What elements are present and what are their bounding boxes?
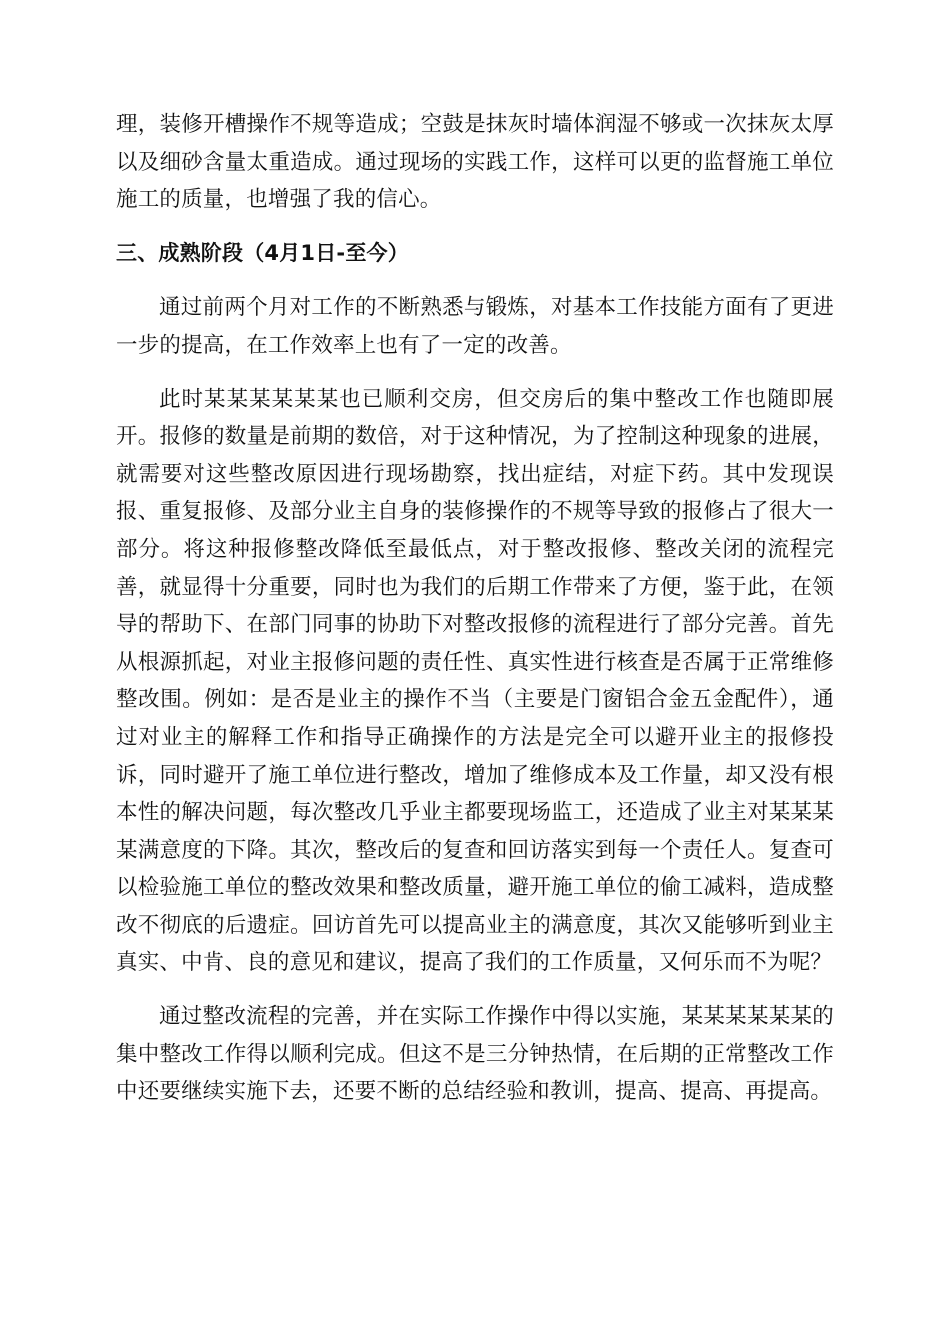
paragraph-2: 此时某某某某某某也已顺利交房，但交房后的集中整改工作也随即展开。报修的数量是前期的数倍，对于这种情况，为了控制这种现象的进展，就需要对这些整改原因进行现场勘察，找出症结，对症下药。其中发现误报、重复报修、及部分业主自身的装修操作的不规等导致的报修占了很大一部分。将这种报修整改降低至最低点，对于整改报修、整改关闭的流程完善，就显得十分重要，同时也为我们的后期工作带来了方便，鉴于此，在领导的帮助下、在部门同事的协助下对整改报修的流程进行了部分完善。首先从根源抓起，对业主报修问题的责任性、真实性进行核查是否属于正常维修整改围。例如：是否是业主的操作不当（主要是门窗铝合金五金配件），通过对业主的解释工作和指导正确操作的方法是完全可以避开业主的报修投诉，同时避开了施工单位进行整改，增加了维修成本及工作量，却又没有根本性的解决问题，每次整改几乎业主都要现场监工，还造成了业主对某某某某满意度的下降。其次，整改后的复查和回访落实到每一个责任人。复查可以检验施工单位的整改效果和整改质量，避开施工单位的偷工减料，造成整改不彻底的后遗症。回访首先可以提高业主的满意度，其次又能够听到业主真实、中肯、良的意见和建议，提高了我们的工作质量，又何乐而不为呢？ bbox=[116, 386, 834, 976]
paragraph-1: 通过前两个月对工作的不断熟悉与锻炼，对基本工作技能方面有了更进一步的提高，在工作效率上也有了一定的改善。 bbox=[116, 295, 834, 358]
paragraph-3: 通过整改流程的完善，并在实际工作操作中得以实施，某某某某某某的集中整改工作得以顺利完成。但这不是三分钟热情，在后期的正常整改工作中还要继续实施下去，还要不断的总结经验和教训，提高、提高、再提高。 bbox=[116, 1004, 834, 1105]
section-heading: 三、成熟阶段（4月1日-至今） bbox=[116, 240, 409, 265]
continued-paragraph: 理，装修开槽操作不规等造成；空鼓是抹灰时墙体润湿不够或一次抹灰太厚以及细砂含量太重造成。通过现场的实践工作，这样可以更的监督施工单位施工的质量，也增强了我的信心。 bbox=[116, 112, 834, 213]
document-page bbox=[116, 106, 834, 1111]
